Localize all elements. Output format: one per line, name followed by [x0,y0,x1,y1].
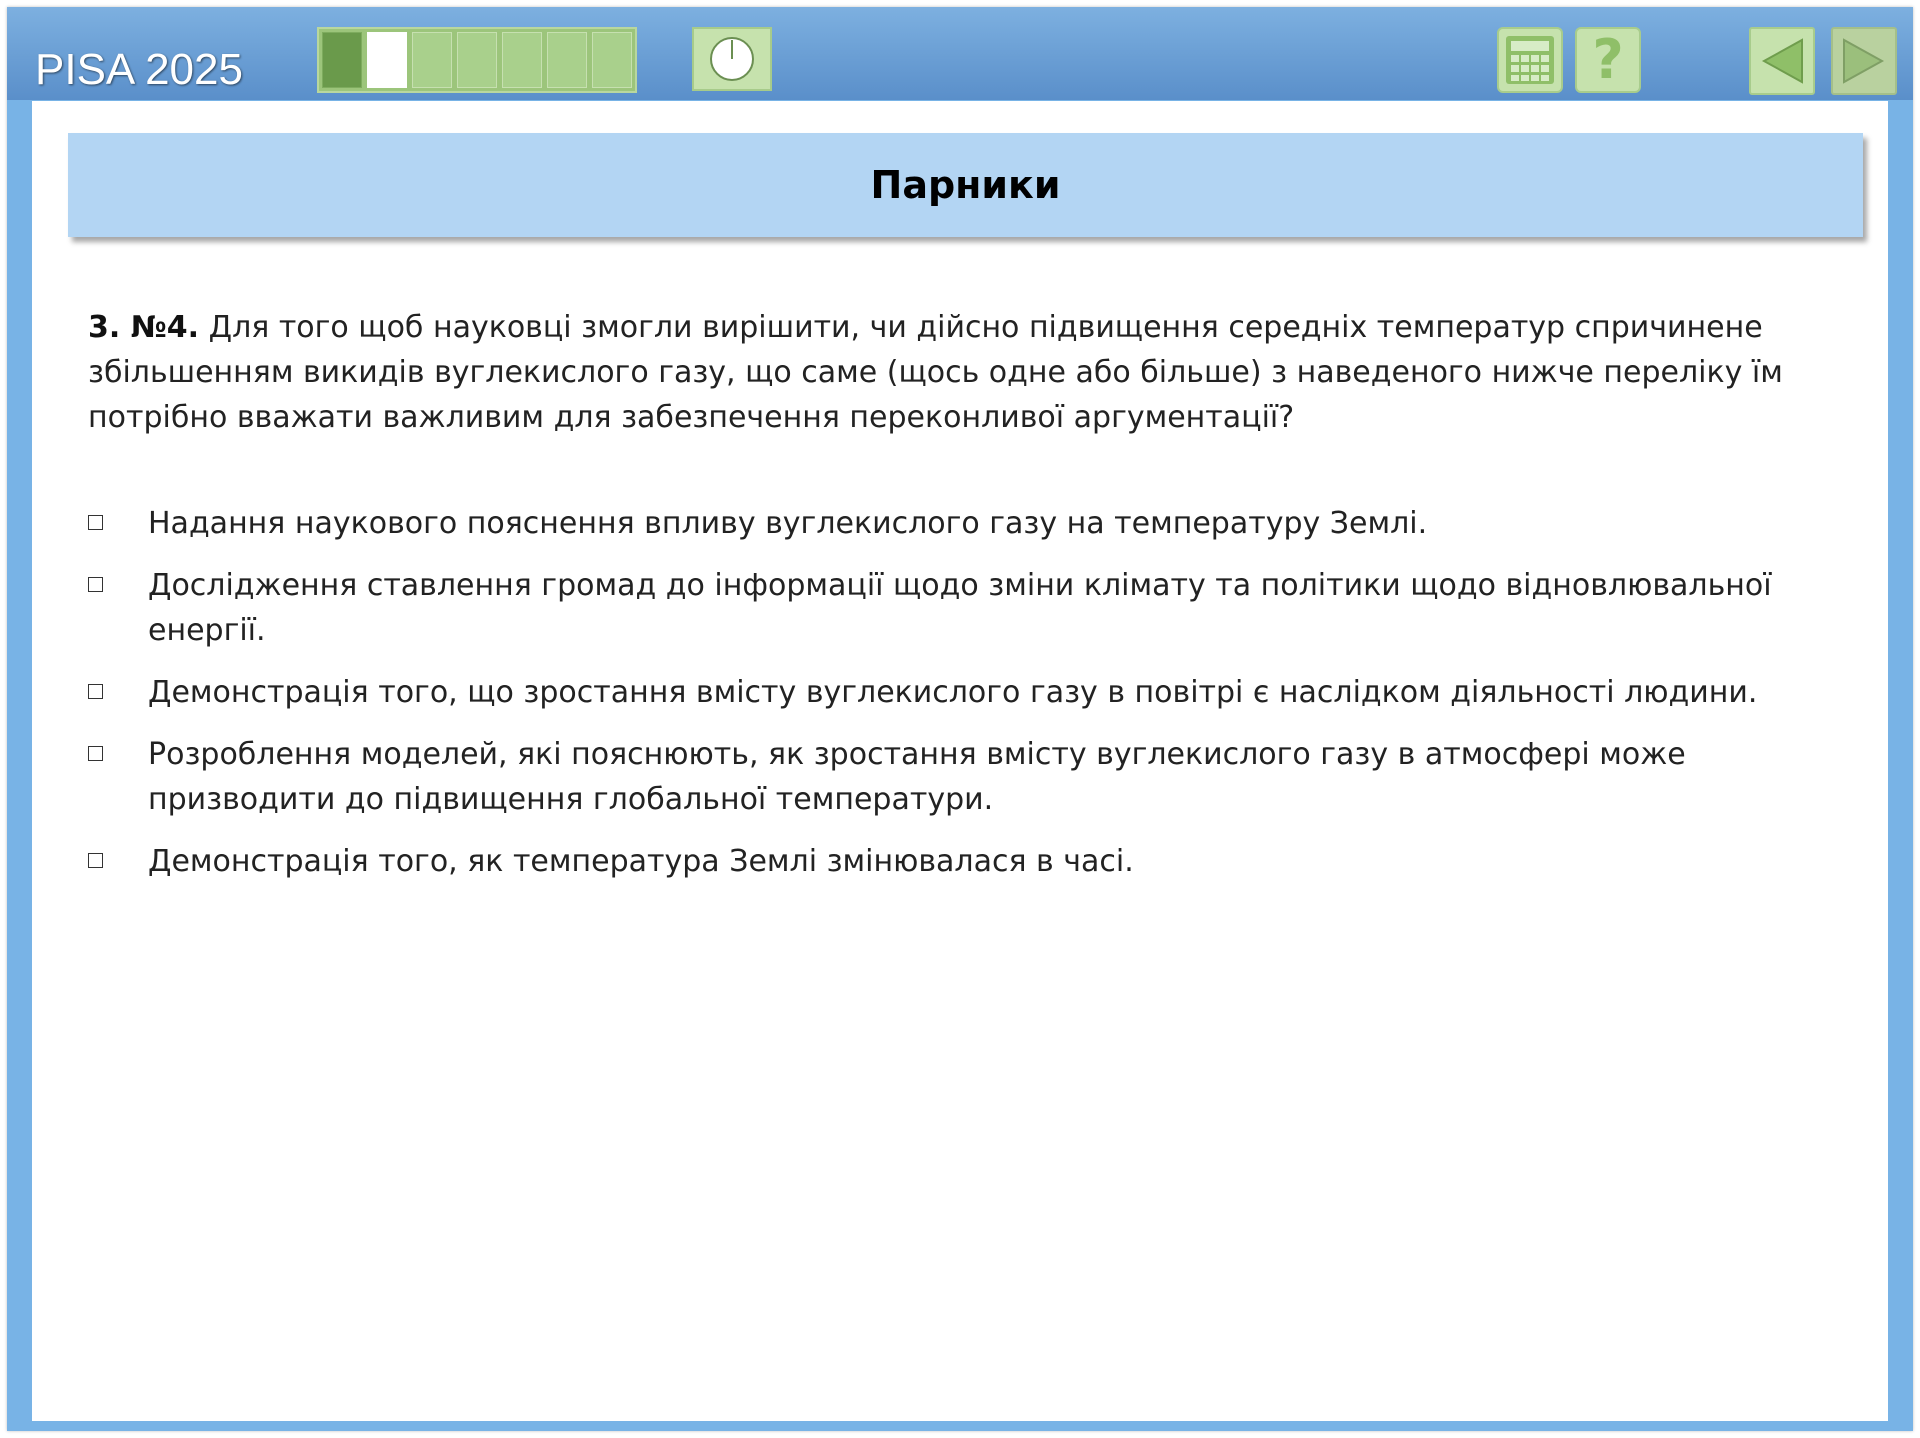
question-number: 3. №4. [88,310,200,345]
progress-segment [367,32,407,88]
option-checkbox[interactable] [88,515,103,530]
progress-segment [457,32,497,88]
answer-options [88,501,1828,901]
option-label: Демонстрація того, як температура Землі змінювалася в часі. [148,844,1134,879]
answer-option [88,563,1828,653]
page-title: Парники [870,163,1061,207]
progress-segment [502,32,542,88]
help-icon: ? [1592,28,1624,91]
option-label: Демонстрація того, що зростання вмісту вуглекислого газу в повітрі є наслідком діяльності людини. [148,675,1758,710]
question-body: Для того щоб науковці змогли вирішити, чи дійсно підвищення середніх температур спричинене збільшенням викидів вуглекислого газу, що саме (щось одне або більше) з наведеного нижче переліку їм потрібно вважати важливим для забезпечення переконливої аргументації? [88,310,1783,435]
question-text [88,305,1828,440]
timer-button[interactable] [692,27,772,91]
app-brand: PISA 2025 [35,45,243,94]
top-toolbar [7,7,1913,100]
calculator-button[interactable] [1497,27,1563,93]
progress-segment [412,32,452,88]
option-label: Розроблення моделей, які пояснюють, як зростання вмісту вуглекислого газу в атмосфері може призводити до підвищення глобальної температури. [148,737,1686,817]
content-area [32,101,1888,1421]
answer-option [88,839,1828,884]
answer-option [88,732,1828,822]
answer-option [88,501,1828,546]
progress-indicator [317,27,637,93]
back-button[interactable] [1749,27,1815,95]
help-button[interactable] [1575,27,1641,93]
option-checkbox[interactable] [88,853,103,868]
option-label: Дослідження ставлення громад до інформації щодо зміни клімату та політики щодо відновлювальної енергії. [148,568,1772,648]
clock-icon [708,35,756,83]
arrow-right-icon [1840,36,1888,86]
option-checkbox[interactable] [88,746,103,761]
option-checkbox[interactable] [88,684,103,699]
calculator-icon [1504,34,1556,86]
progress-segment [547,32,587,88]
option-checkbox[interactable] [88,577,103,592]
answer-option [88,670,1828,715]
progress-segment [592,32,632,88]
next-button[interactable] [1831,27,1897,95]
progress-segment [322,32,362,88]
option-label: Надання наукового пояснення впливу вуглекислого газу на температуру Землі. [148,506,1428,541]
arrow-left-icon [1758,36,1806,86]
app-window [7,7,1913,1431]
unit-title-bar [68,133,1863,237]
